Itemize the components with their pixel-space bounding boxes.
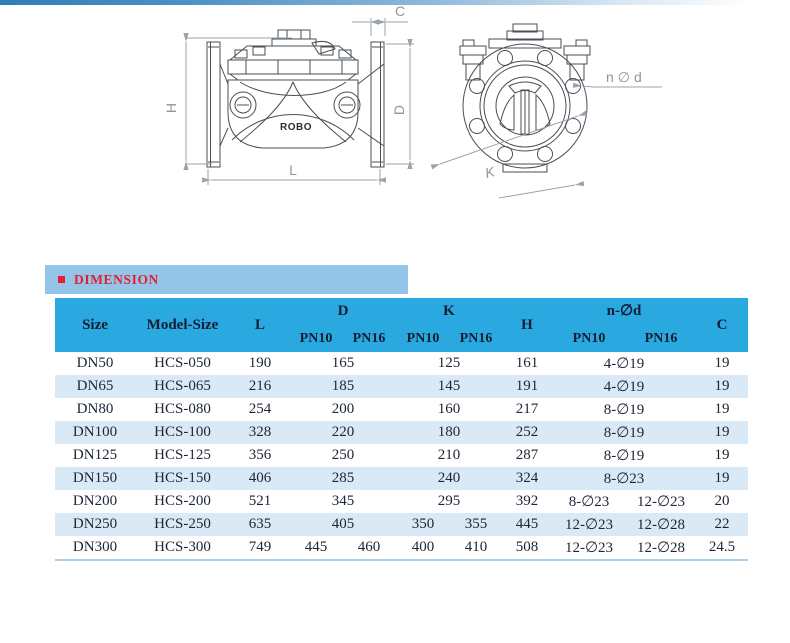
table-cell: 12-∅28 <box>626 536 696 560</box>
col-header-size: Size <box>55 298 135 352</box>
table-cell: 4-∅19 <box>552 375 696 398</box>
table-cell: HCS-050 <box>154 355 211 371</box>
table-cell: 125 <box>437 355 461 371</box>
table-row <box>55 375 748 398</box>
table-cell: DN150 <box>55 467 135 490</box>
dim-label-l: L <box>289 162 297 178</box>
col-header-h: H <box>502 298 552 352</box>
table-cell: 8-∅19 <box>603 402 645 418</box>
col-header-k: K <box>396 298 502 325</box>
table-cell: 191 <box>502 375 552 398</box>
section-title: DIMENSION <box>74 271 159 287</box>
table-cell: 216 <box>230 375 290 398</box>
table-cell: 19 <box>696 375 748 398</box>
side-view <box>207 30 384 167</box>
dim-label-k: K <box>483 163 497 182</box>
table-row <box>55 421 748 444</box>
table-cell: 12-∅23 <box>552 513 626 536</box>
table-row <box>55 444 748 467</box>
dim-label-d: D <box>391 104 407 116</box>
table-cell: 19 <box>714 355 730 371</box>
table-cell: 749 <box>230 536 290 560</box>
table-cell: 22 <box>696 513 748 536</box>
table-cell: HCS-150 <box>135 467 230 490</box>
table-cell: 240 <box>396 467 502 490</box>
table-cell: DN50 <box>76 355 114 371</box>
table-cell: HCS-065 <box>135 375 230 398</box>
table-cell: 324 <box>502 467 552 490</box>
table-cell: 19 <box>696 421 748 444</box>
table-cell: 400 <box>396 536 450 560</box>
table-cell: 392 <box>515 493 539 509</box>
table-cell: 460 <box>342 536 396 560</box>
table-cell: 210 <box>437 447 461 463</box>
table-cell: 200 <box>331 401 355 417</box>
table-cell: 250 <box>331 447 355 463</box>
table-cell: 19 <box>714 447 730 463</box>
table-cell: HCS-250 <box>135 513 230 536</box>
table-cell: 20 <box>714 493 730 509</box>
table-cell: 287 <box>515 447 539 463</box>
subcol-nod-pn10: PN10 <box>552 325 626 352</box>
table-cell: HCS-080 <box>154 401 211 417</box>
table-cell: DN200 <box>72 493 118 509</box>
table-cell: 254 <box>248 401 272 417</box>
table-cell: 328 <box>230 421 290 444</box>
dim-label-c: C <box>394 3 406 19</box>
table-cell: 180 <box>396 421 502 444</box>
col-header-d: D <box>290 298 396 325</box>
table-row <box>55 536 748 560</box>
table-cell: DN80 <box>76 401 114 417</box>
table-cell: HCS-100 <box>135 421 230 444</box>
table-cell: 445 <box>290 536 342 560</box>
table-cell: DN300 <box>55 536 135 560</box>
table-cell: 161 <box>515 355 539 371</box>
brand-text: ROBO <box>280 122 312 133</box>
table-cell: HCS-200 <box>154 493 211 509</box>
table-cell: 19 <box>696 467 748 490</box>
table-cell: 355 <box>450 513 502 536</box>
table-cell: 12-∅28 <box>626 513 696 536</box>
table-row <box>55 352 748 375</box>
subcol-d-pn10: PN10 <box>290 325 342 352</box>
table-cell: 345 <box>331 493 355 509</box>
table-cell: 356 <box>248 447 272 463</box>
col-header-nod: n-∅d <box>552 298 696 325</box>
dim-label-nod: n∅d <box>606 69 646 85</box>
table-cell: 185 <box>290 375 396 398</box>
col-header-model: Model-Size <box>135 298 230 352</box>
table-cell: 19 <box>714 401 730 417</box>
table-cell: 4-∅19 <box>603 356 645 372</box>
table-cell: HCS-300 <box>135 536 230 560</box>
table-cell: 508 <box>502 536 552 560</box>
table-row <box>55 398 748 421</box>
table-row <box>55 490 748 513</box>
technical-drawing <box>0 0 790 245</box>
red-square-bullet-icon <box>58 276 65 283</box>
table-row <box>55 513 748 536</box>
table-cell: 190 <box>248 355 272 371</box>
table-cell: 160 <box>437 401 461 417</box>
dim-label-h: H <box>163 102 179 114</box>
table-cell: 350 <box>396 513 450 536</box>
table-cell: 8-∅19 <box>603 448 645 464</box>
table-cell: DN125 <box>72 447 118 463</box>
col-header-c: C <box>696 298 748 352</box>
subcol-k-pn10: PN10 <box>396 325 450 352</box>
table-cell: 24.5 <box>696 536 748 560</box>
dimension-table <box>55 298 748 561</box>
table-cell: 252 <box>502 421 552 444</box>
table-cell: 8-∅23 <box>552 467 696 490</box>
subcol-nod-pn16: PN16 <box>626 325 696 352</box>
dimension-table-body <box>55 352 748 560</box>
table-cell: 295 <box>437 493 461 509</box>
table-cell: DN250 <box>55 513 135 536</box>
table-cell: 285 <box>290 467 396 490</box>
table-cell: 8-∅19 <box>552 421 696 444</box>
table-cell: 145 <box>396 375 502 398</box>
table-cell: 635 <box>230 513 290 536</box>
table-cell: 165 <box>331 355 355 371</box>
front-view-dimensions <box>440 86 662 198</box>
table-cell: DN65 <box>55 375 135 398</box>
col-header-l: L <box>230 298 290 352</box>
subcol-d-pn16: PN16 <box>342 325 396 352</box>
table-cell: 8-∅23 <box>568 494 610 510</box>
table-cell: 405 <box>290 513 396 536</box>
table-header <box>55 298 748 352</box>
table-cell: 220 <box>290 421 396 444</box>
table-cell: 217 <box>515 401 539 417</box>
table-cell: 12-∅23 <box>552 536 626 560</box>
table-cell: 12-∅23 <box>636 494 686 510</box>
table-cell: 521 <box>248 493 272 509</box>
table-cell: 410 <box>450 536 502 560</box>
table-cell: HCS-125 <box>154 447 211 463</box>
table-cell: 406 <box>230 467 290 490</box>
subcol-k-pn16: PN16 <box>450 325 502 352</box>
section-header-bar <box>45 265 408 294</box>
table-row <box>55 467 748 490</box>
table-cell: DN100 <box>55 421 135 444</box>
table-cell: 445 <box>502 513 552 536</box>
